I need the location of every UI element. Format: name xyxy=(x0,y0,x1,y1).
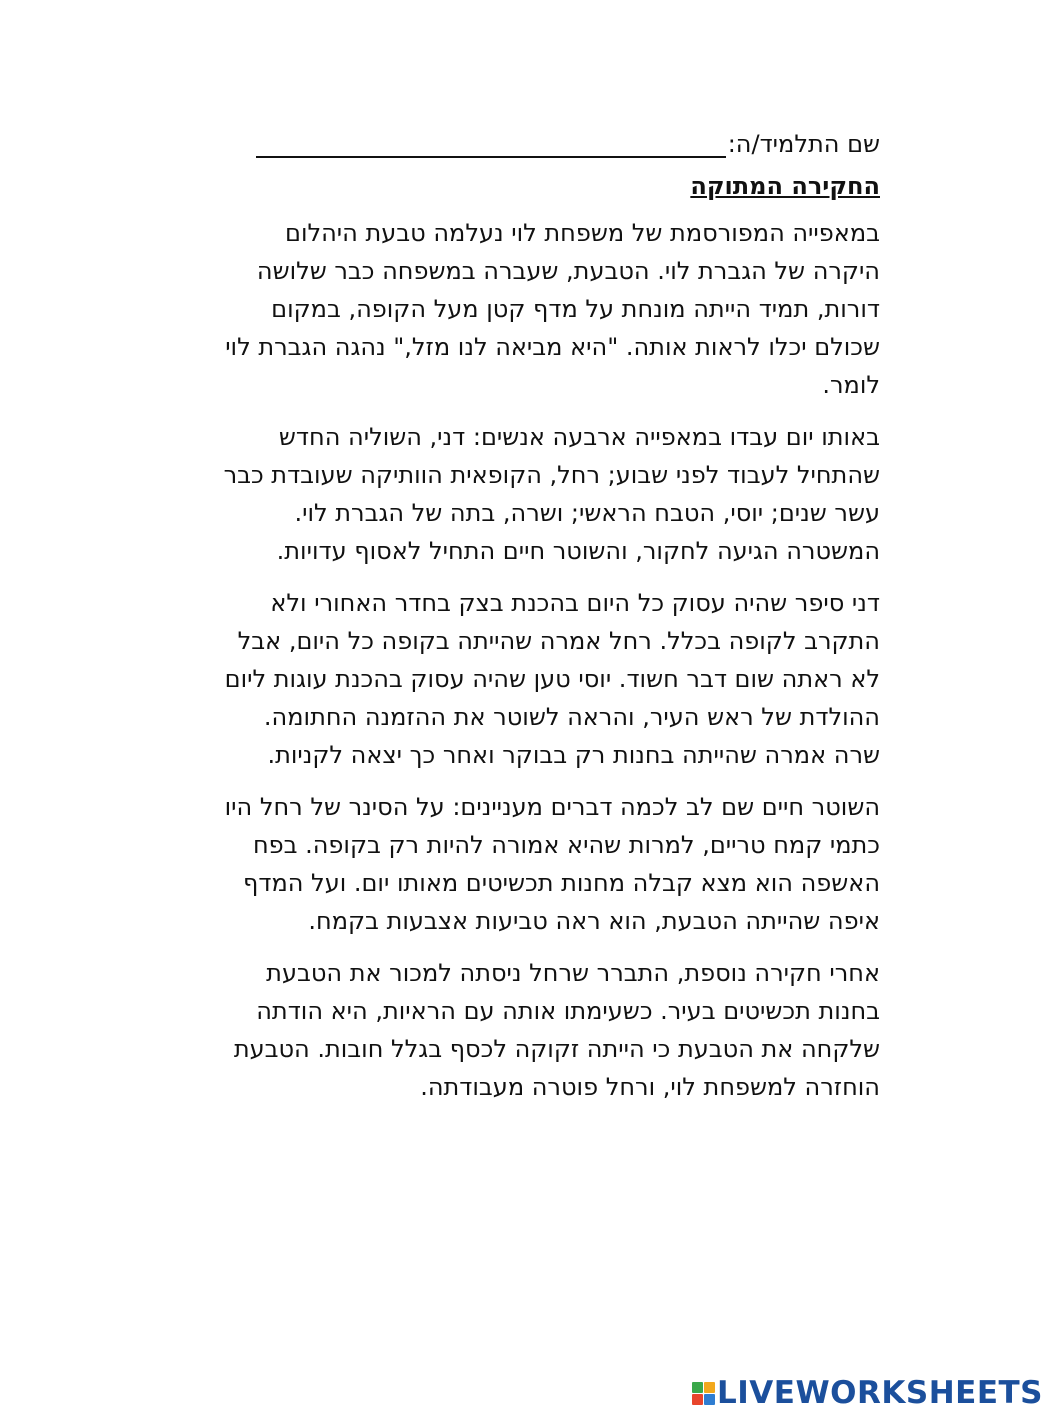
text-line: כתמי קמח טריים, למרות שהיא אמורה להיות רק בקופה. בפח xyxy=(252,831,880,859)
text-line: שכולם יכלו לראות אותה. "היא מביאה לנו מזל," נהגה הגברת לוי xyxy=(225,333,880,361)
text-line: במאפייה המפורסמת של משפחת לוי נעלמה טבעת היהלום xyxy=(285,219,880,247)
paragraph-1 xyxy=(120,214,880,404)
text-line: בחנות תכשיטים בעיר. כשעימתו אותה עם הראיות, היא הודתה xyxy=(256,997,880,1025)
text-line: התקרב לקופה בכלל. רחל אמרה שהייתה בקופה כל היום, אבל xyxy=(237,627,880,655)
liveworksheets-logo-icon xyxy=(692,1382,715,1405)
text-line: שהתחיל לעבוד לפני שבוע; רחל, הקופאית הוותיקה שעובדת כבר xyxy=(223,461,880,489)
text-line: איפה שהייתה הטבעת, הוא ראה טביעות אצבעות בקמח. xyxy=(308,907,880,935)
text-line: לומר. xyxy=(822,371,880,399)
text-line: המשטרה הגיעה לחקור, והשוטר חיים התחיל לאסוף עדויות. xyxy=(276,537,880,565)
story-title: החקירה המתוקה xyxy=(690,172,880,200)
text-line: לא ראתה שום דבר חשוד. יוסי טען שהיה עסוק בהכנת עוגות ליום xyxy=(224,665,880,693)
text-line: שרה אמרה שהייתה בחנות רק בבוקר ואחר כך יצאה לקניות. xyxy=(267,741,880,769)
liveworksheets-logo-text: LIVEWORKSHEETS xyxy=(717,1375,1043,1411)
text-line: עשר שנים; יוסי, הטבח הראשי; ושרה, בתה של הגברת לוי. xyxy=(294,499,880,527)
text-line: האשפה הוא מצא קבלה מחנות תכשיטים מאותו יום. ועל המדף xyxy=(242,869,880,897)
text-line: הוחזרה למשפחת לוי, ורחל פוטרה מעבודתה. xyxy=(420,1073,880,1101)
liveworksheets-logo xyxy=(692,1376,1043,1410)
paragraph-3 xyxy=(120,584,880,774)
student-name-field[interactable] xyxy=(256,126,726,158)
text-line: דני סיפר שהיה עסוק כל היום בהכנת בצק בחדר האחורי ולא xyxy=(270,589,880,617)
worksheet-content xyxy=(120,118,880,1120)
student-name-row xyxy=(120,118,880,158)
text-line: אחרי חקירה נוספת, התברר שרחל ניסתה למכור את הטבעת xyxy=(266,959,880,987)
paragraph-4 xyxy=(120,788,880,940)
student-name-label: שם התלמיד/ה: xyxy=(727,130,880,158)
text-line: שלקחה את הטבעת כי הייתה זקוקה לכסף בגלל חובות. הטבעת xyxy=(233,1035,880,1063)
text-line: דורות, תמיד הייתה מונחת על מדף קטן מעל הקופה, במקום xyxy=(271,295,880,323)
text-line: ההולדת של ראש העיר, והראה לשוטר את ההזמנה החתומה. xyxy=(263,703,880,731)
paragraph-5 xyxy=(120,954,880,1106)
paragraph-2 xyxy=(120,418,880,570)
text-line: השוטר חיים שם לב לכמה דברים מעניינים: על הסינר של רחל היו xyxy=(224,793,880,821)
text-line: באותו יום עבדו במאפייה ארבעה אנשים: דני, השוליה החדש xyxy=(278,423,880,451)
text-line: היקרה של הגברת לוי. הטבעת, שעברה במשפחה כבר שלושה xyxy=(256,257,880,285)
